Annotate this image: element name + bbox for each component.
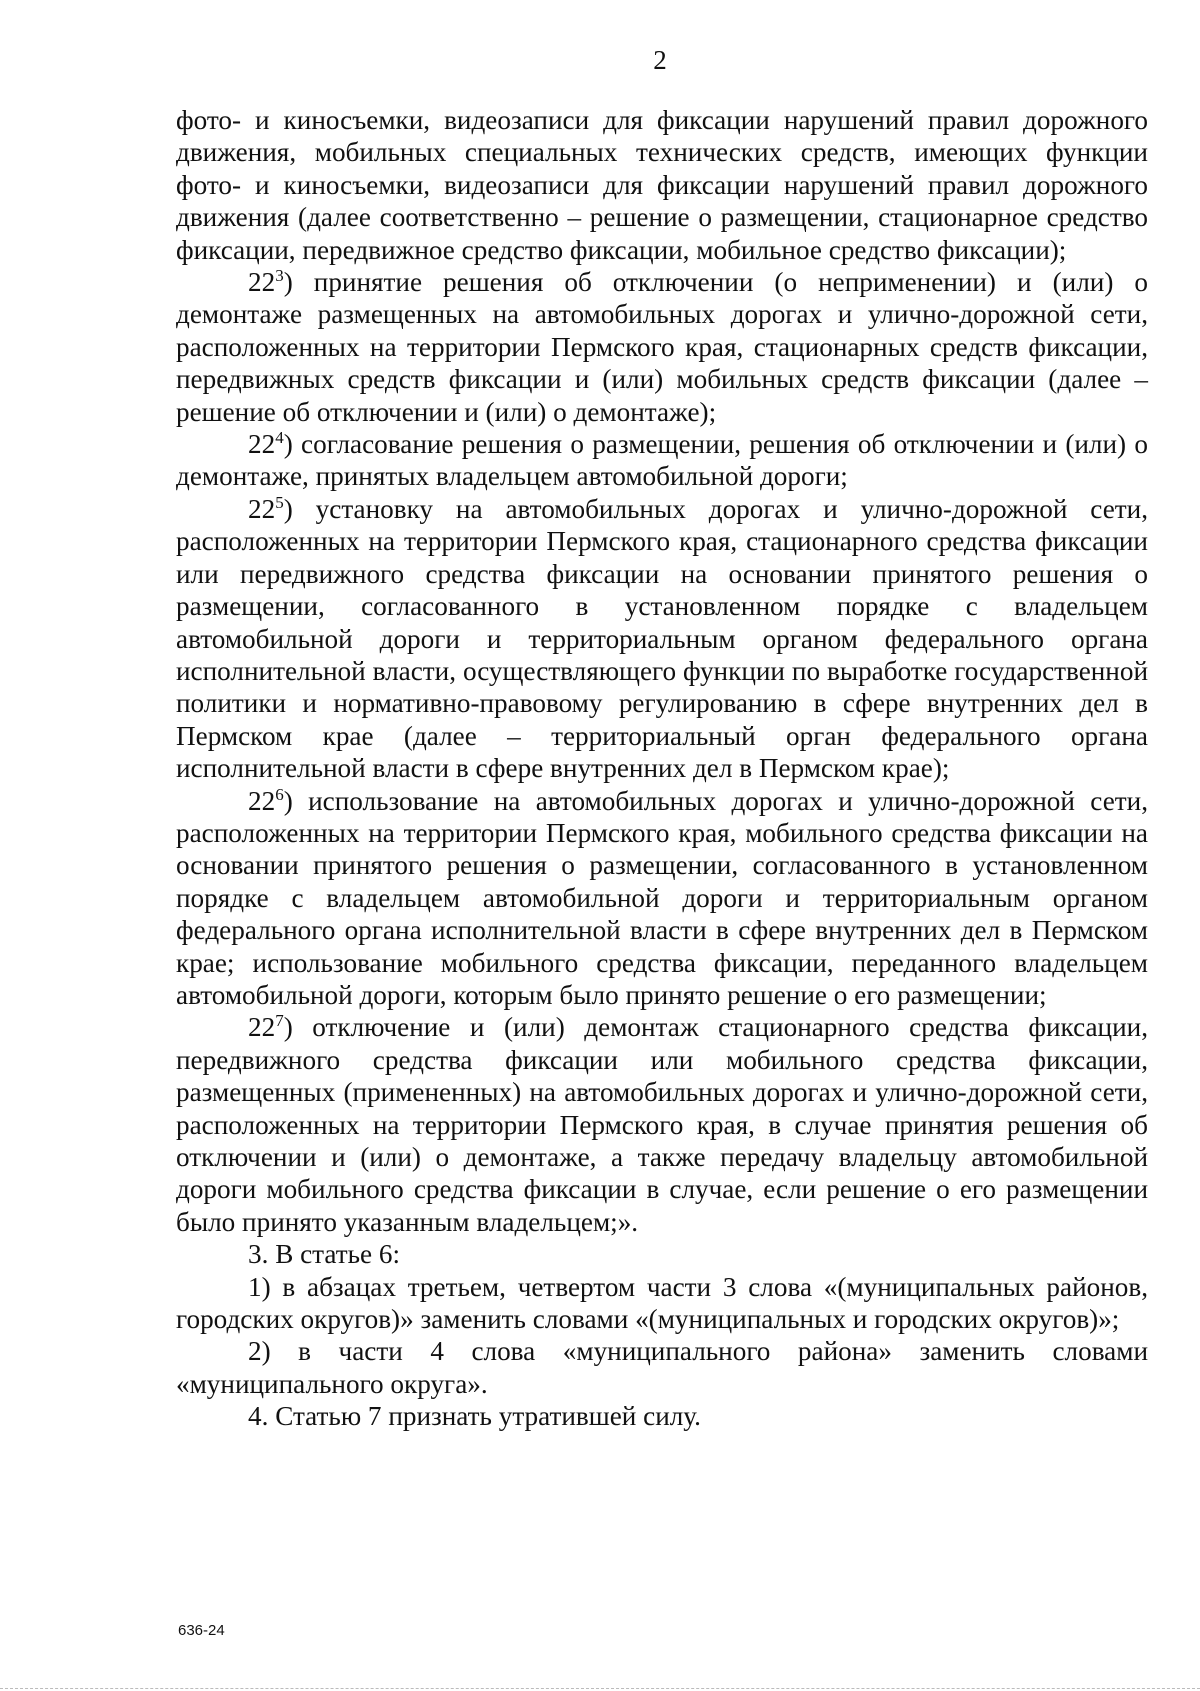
item-superscript: 3 [275, 266, 284, 286]
document-body [176, 104, 1148, 1433]
item-number: 22 [248, 1012, 276, 1043]
paragraph-continuation [176, 104, 1148, 266]
paragraph-item-22-3 [176, 266, 1148, 428]
item-number: 22 [248, 267, 276, 298]
paragraph-text: ) установку на автомобильных дорогах и улично-дорожной сети, расположенных на территории Пермского края, стационарного средства фиксации или передвижного средства фиксации на основании принятого решения о размещении, согласованного в установленном порядке с владельцем автомобильной дороги и территориальным органом федерального органа исполнительной власти, осуществляющего функции по выработке государственной политики и нормативно-правовому регулированию в сфере внутренних дел в Пермском крае (далее – территориальный орган федерального органа исполнительной власти в сфере внутренних дел в Пермском крае); [176, 493, 1148, 784]
item-number: 22 [248, 785, 276, 816]
paragraph-subitem-1 [176, 1271, 1148, 1336]
paragraph-item-22-4 [176, 428, 1148, 493]
paragraph-section-4 [176, 1400, 1148, 1432]
paragraph-text: фото- и киносъемки, видеозаписи для фиксации нарушений правил дорожного движения, мобильных специальных технических средств, имеющих функции фото- и киносъемки, видеозаписи для фиксации нарушений правил дорожного движения (далее соответственно – решение о размещении, стационарное средство фиксации, передвижное средство фиксации, мобильное средство фиксации); [176, 105, 1148, 265]
paragraph-text: 2) в части 4 слова «муниципального района» заменить словами «муниципального округа». [176, 1336, 1148, 1399]
paragraph-text: ) использование на автомобильных дорогах и улично-дорожной сети, расположенных на территории Пермского края, мобильного средства фиксации на основании принятого решения о размещении, согласованного в установленном порядке с владельцем автомобильной дороги и территориальным органом федерального органа исполнительной власти в сфере внутренних дел в Пермском крае; использование мобильного средства фиксации, переданного владельцем автомобильной дороги, которым было принято решение о его размещении; [176, 785, 1148, 1010]
paragraph-text: ) принятие решения об отключении (о неприменении) и (или) о демонтаже размещенных на автомобильных дорогах и улично-дорожной сети, расположенных на территории Пермского края, стационарных средств фиксации, передвижных средств фиксации и (или) мобильных средств фиксации (далее – решение об отключении и (или) о демонтаже); [176, 267, 1148, 427]
paragraph-section-3 [176, 1238, 1148, 1270]
item-superscript: 4 [275, 428, 284, 448]
item-superscript: 5 [275, 492, 284, 512]
paragraph-item-22-7 [176, 1011, 1148, 1238]
paragraph-text: 1) в абзацах третьем, четвертом части 3 слова «(муниципальных районов, городских округов)» заменить словами «(муниципальных и городских округов)»; [176, 1271, 1148, 1335]
paragraph-text: 3. В статье 6: [248, 1239, 401, 1270]
paragraph-text: ) отключение и (или) демонтаж стационарного средства фиксации, передвижного средства фиксации или мобильного средства фиксации, размещенных (примененных) на автомобильных дорогах и улично-дорожной сети, расположенных на территории Пермского края, в случае принятия решения об отключении и (или) о демонтаже, а также передачу владельцу автомобильной дороги мобильного средства фиксации в случае, если решение о его размещении было принято указанным владельцем;». [176, 1012, 1148, 1237]
scan-edge-divider [0, 1688, 1200, 1689]
item-number: 22 [248, 429, 276, 460]
paragraph-text: ) согласование решения о размещении, решения об отключении и (или) о демонтаже, принятых владельцем автомобильной дороги; [176, 429, 1148, 492]
item-number: 22 [248, 493, 276, 524]
page-number: 2 [653, 45, 667, 75]
paragraph-text: 4. Статью 7 признать утратившей силу. [248, 1401, 701, 1432]
paragraph-item-22-5 [176, 493, 1148, 785]
paragraph-item-22-6 [176, 785, 1148, 1012]
paragraph-subitem-2 [176, 1335, 1148, 1400]
document-code: 636-24 [178, 1622, 225, 1639]
item-superscript: 7 [275, 1011, 284, 1031]
item-superscript: 6 [275, 784, 284, 804]
